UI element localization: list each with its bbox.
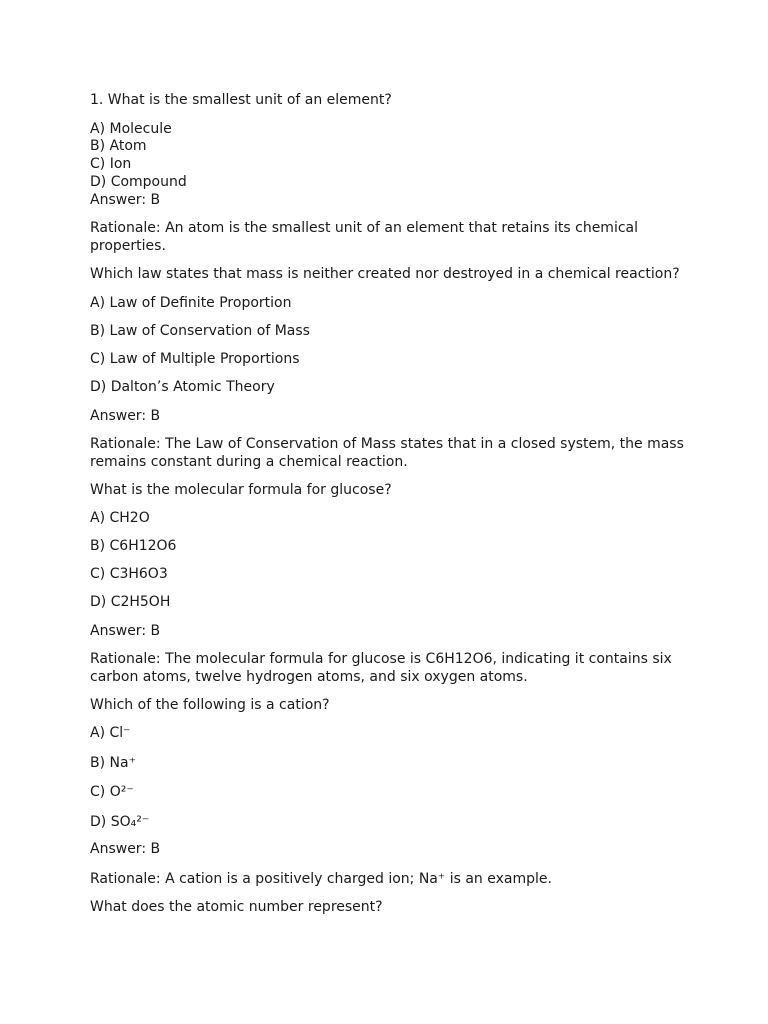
q4-answer: Answer: B [90,841,161,857]
question-4: Which of the following is a cation? [90,697,330,713]
q3-rationale: Rationale: The molecular formula for glucose is C6H12O6, indicating it contains six carbon atoms, twelve hydrogen atoms, and six oxygen atoms. [90,651,672,685]
q4-option-a: A) Cl⁻ [90,725,131,741]
q1-option-a: A) Molecule [90,121,172,137]
question-5: What does the atomic number represent? [90,899,383,915]
q3-option-d: D) C2H5OH [90,594,171,610]
q4-option-b: B) Na⁺ [90,755,136,771]
q2-option-d: D) Dalton’s Atomic Theory [90,379,275,395]
q3-answer: Answer: B [90,623,161,639]
question-3: What is the molecular formula for glucose? [90,482,392,498]
q1-option-b: B) Atom [90,138,147,154]
q1-option-d: D) Compound [90,174,187,190]
q3-option-a: A) CH2O [90,510,150,526]
q3-option-c: C) C3H6O3 [90,566,168,582]
q4-rationale: Rationale: A cation is a positively charged ion; Na⁺ is an example. [90,871,552,887]
q1-option-c: C) Ion [90,156,132,172]
question-1: 1. What is the smallest unit of an element? [90,92,392,108]
q4-option-c: C) O²⁻ [90,784,134,800]
q1-rationale: Rationale: An atom is the smallest unit of an element that retains its chemical properties. [90,220,639,254]
q3-option-b: B) C6H12O6 [90,538,177,554]
question-2: Which law states that mass is neither created nor destroyed in a chemical reaction? [90,266,680,282]
q2-option-a: A) Law of Definite Proportion [90,295,292,311]
q4-option-d: D) SO₄²⁻ [90,814,150,830]
q1-answer: Answer: B [90,192,161,208]
q2-option-b: B) Law of Conservation of Mass [90,323,310,339]
q2-answer: Answer: B [90,408,161,424]
q2-rationale: Rationale: The Law of Conservation of Mass states that in a closed system, the mass remains constant during a chemical reaction. [90,436,684,470]
q2-option-c: C) Law of Multiple Proportions [90,351,300,367]
